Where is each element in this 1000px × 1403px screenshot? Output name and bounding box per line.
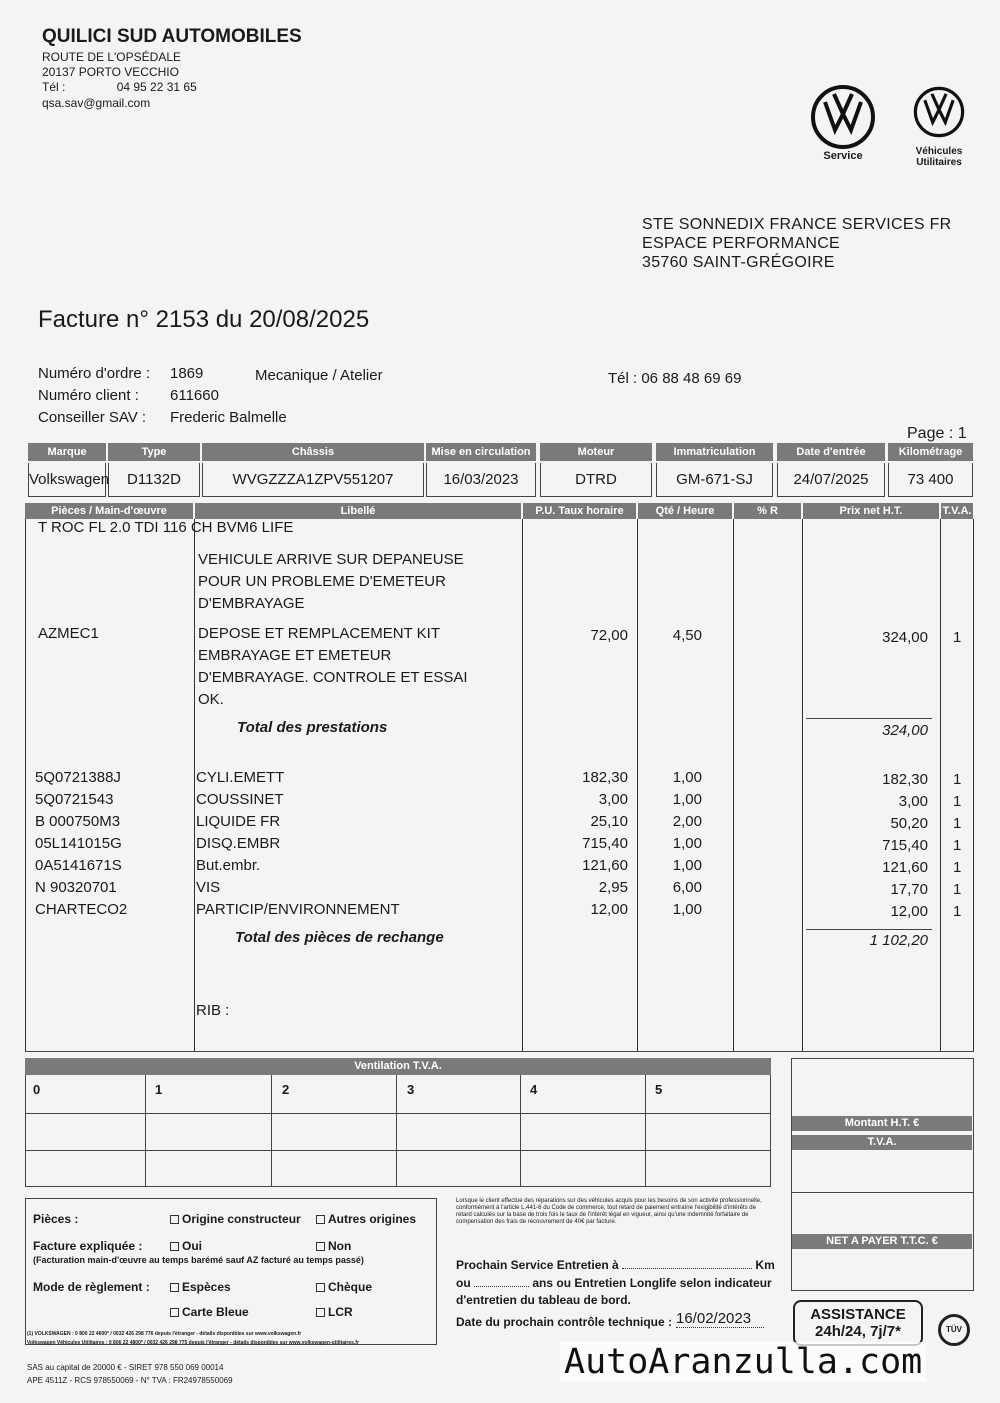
tva-label: T.V.A. xyxy=(792,1135,972,1150)
table-divider xyxy=(802,519,803,1052)
vat-grid-line xyxy=(145,1075,146,1186)
prochain-service-row xyxy=(456,1258,775,1272)
info-border xyxy=(436,1198,437,1344)
part-label: COUSSINET xyxy=(196,791,284,808)
table-divider xyxy=(194,519,195,1052)
entretien-label: d'entretien du tableau de bord. xyxy=(456,1293,631,1307)
vehicle-header-cell: Type xyxy=(108,443,200,461)
late-payment-notice: Lorsque le client effectue des réparations sur des véhicules acquis pour les besoins de son activité professionnelle, conformément à l'article L.441-6 du Code de commerce, tout retard de paiement entraîne l'exigibilité d'intérêts de retard calculés sur la base de trois fois le taux de l'intérêt légal en vigueur, ainsi qu'une indemnité forfaitaire de compensation des frais de recouvrement de 40€ par facture. xyxy=(456,1198,762,1225)
col-header-remise: % R xyxy=(734,503,801,519)
oui-label: Oui xyxy=(182,1239,202,1253)
part-qty: 2,00 xyxy=(672,813,702,830)
table-divider xyxy=(637,519,638,1052)
vehicle-value-cell: GM-671-SJ xyxy=(656,463,773,497)
part-net: 3,00 xyxy=(898,793,928,810)
part-qty: 1,00 xyxy=(672,857,702,874)
invoice-title: Facture n° 2153 du 20/08/2025 xyxy=(38,306,370,333)
footer-legal-1: SAS au capital de 20000 € - SIRET 978 550 069 00014 xyxy=(27,1363,224,1372)
vw-contact-2: Volkswagen Véhicules Utilitaires : 0 806 22 4800* / 0032 426 298 775 depuis l'étranger - détails disponibles sur www.volkswagen-utilitaires.fr xyxy=(27,1340,359,1346)
vehicle-header-cell: Kilométrage xyxy=(888,443,973,461)
summary-border xyxy=(791,1058,974,1059)
table-divider xyxy=(733,519,734,1052)
client-line-1: STE SONNEDIX FRANCE SERVICES FR xyxy=(642,216,952,233)
summary-border xyxy=(973,1058,974,1290)
col-header-pu: P.U. Taux horaire xyxy=(523,503,636,519)
vw-utilitaires-logo xyxy=(906,86,972,168)
vehicle-header-cell: Immatriculation xyxy=(656,443,773,461)
part-label: But.embr. xyxy=(196,857,261,874)
checkbox-icon[interactable] xyxy=(170,1308,179,1317)
part-pu: 182,30 xyxy=(582,769,628,786)
client-no-value: 611660 xyxy=(170,387,219,404)
summary-border xyxy=(791,1290,974,1291)
total-prestations: 324,00 xyxy=(882,722,928,739)
vat-grid-line xyxy=(25,1075,26,1186)
origine-label: Origine constructeur xyxy=(182,1212,301,1226)
part-ref: 5Q0721543 xyxy=(35,791,114,808)
vat-grid-line xyxy=(396,1075,397,1186)
prochain-label: Prochain Service Entretien à xyxy=(456,1258,619,1272)
assistance-sub: 24h/24, 7j/7* xyxy=(815,1323,901,1340)
page-number: Page : 1 xyxy=(907,425,967,442)
part-net: 715,40 xyxy=(882,837,928,854)
vat-grid-line xyxy=(25,1113,771,1114)
vat-header: Ventilation T.V.A. xyxy=(25,1058,771,1075)
conseiller-label: Conseiller SAV : xyxy=(38,409,147,426)
part-qty: 1,00 xyxy=(672,835,702,852)
part-pu: 715,40 xyxy=(582,835,628,852)
part-tva: 1 xyxy=(953,903,962,920)
checkbox-icon[interactable] xyxy=(316,1283,325,1292)
labor-qty: 4,50 xyxy=(672,627,702,644)
service-type: Mecanique / Atelier xyxy=(255,367,383,384)
table-divider xyxy=(940,519,941,1052)
lcr-label: LCR xyxy=(328,1305,353,1319)
vw-contact-1: (1) VOLKSWAGEN : 0 800 22 4600* / 0032 426 298 776 depuis l'étranger - détails disponibles sur www.volkswagen.fr xyxy=(27,1331,302,1337)
part-pu: 25,10 xyxy=(590,813,628,830)
part-pu: 12,00 xyxy=(590,901,628,918)
garage-address-2: 20137 PORTO VECCHIO xyxy=(42,65,179,79)
table-bottom-border xyxy=(25,1051,974,1052)
pieces-label: Pièces : xyxy=(33,1212,79,1226)
garage-address-1: ROUTE DE L'OPSÉDALE xyxy=(42,50,181,64)
controle-date: 16/02/2023 xyxy=(676,1310,764,1328)
part-ref: B 000750M3 xyxy=(35,813,121,830)
part-net: 17,70 xyxy=(890,881,928,898)
part-ref: 0A5141671S xyxy=(35,857,122,874)
carte-label: Carte Bleue xyxy=(182,1305,249,1319)
table-border xyxy=(25,519,26,1052)
vat-col: 2 xyxy=(282,1082,290,1097)
model-line: T ROC FL 2.0 TDI 116 CH BVM6 LIFE xyxy=(38,519,294,536)
vat-grid-line xyxy=(271,1075,272,1186)
cheque-option[interactable] xyxy=(316,1280,372,1294)
part-label: VIS xyxy=(196,879,221,896)
cheque-label: Chèque xyxy=(328,1280,373,1294)
total-prestations-label: Total des prestations xyxy=(237,719,388,736)
non-label: Non xyxy=(328,1239,352,1253)
labor-line: D'EMBRAYAGE. CONTROLE ET ESSAI xyxy=(198,669,468,686)
part-tva: 1 xyxy=(953,771,962,788)
summary-line xyxy=(791,1192,974,1193)
client-address xyxy=(642,215,952,272)
assistance-title: ASSISTANCE xyxy=(810,1306,906,1323)
client-line-3: 35760 SAINT-GRÉGOIRE xyxy=(642,254,835,271)
explication-note: (Facturation main-d'œuvre au temps barémé sauf AZ facturé au temps passé) xyxy=(33,1255,364,1265)
checkbox-icon[interactable] xyxy=(170,1283,179,1292)
client-tel: Tél : 06 88 48 69 69 xyxy=(608,370,742,387)
col-header-tva: T.V.A. xyxy=(942,505,972,517)
rib-label: RIB : xyxy=(196,1002,230,1019)
checkbox-icon[interactable] xyxy=(316,1242,325,1251)
lcr-option[interactable] xyxy=(316,1305,353,1319)
montant-ht-label: Montant H.T. € xyxy=(792,1116,972,1131)
checkbox-icon[interactable] xyxy=(316,1215,325,1224)
desc-line: POUR UN PROBLEME D'EMETEUR xyxy=(198,573,446,590)
garage-tel: 04 95 22 31 65 xyxy=(116,80,197,94)
labor-code: AZMEC1 xyxy=(38,625,99,642)
summary-border xyxy=(791,1058,792,1290)
conseiller-value: Frederic Balmelle xyxy=(170,409,287,426)
vat-grid-line xyxy=(25,1186,771,1187)
part-pu: 2,95 xyxy=(598,879,628,896)
garage-email: qsa.sav@gmail.com xyxy=(42,96,151,110)
reglement-label: Mode de règlement : xyxy=(33,1280,150,1294)
vehicle-header-cell: Châssis xyxy=(202,443,424,461)
part-ref: CHARTECO2 xyxy=(35,901,128,918)
part-tva: 1 xyxy=(953,815,962,832)
desc-line: VEHICULE ARRIVE SUR DEPANEUSE xyxy=(198,551,464,568)
service-label: Service xyxy=(823,150,863,162)
tuv-badge-icon: TÜV xyxy=(938,1314,970,1346)
vat-col: 5 xyxy=(655,1082,663,1097)
ordre-label: Numéro d'ordre : xyxy=(38,365,151,382)
garage-tel-label: Tél : xyxy=(42,80,66,94)
checkbox-icon[interactable] xyxy=(316,1308,325,1317)
labor-pu: 72,00 xyxy=(590,627,628,644)
garage-name: QUILICI SUD AUTOMOBILES xyxy=(42,26,302,47)
assistance-badge xyxy=(793,1300,923,1346)
col-header-libelle: Libellé xyxy=(195,503,521,519)
labor-line: DEPOSE ET REMPLACEMENT KIT xyxy=(198,625,440,642)
checkbox-icon[interactable] xyxy=(170,1242,179,1251)
part-ref: 05L141015G xyxy=(35,835,122,852)
labor-tva: 1 xyxy=(953,629,962,646)
non-option[interactable] xyxy=(316,1239,351,1253)
subtotal-rule xyxy=(806,718,932,719)
footer-legal-2: APE 4511Z - RCS 978550069 - N° TVA : FR24978550069 xyxy=(27,1376,233,1385)
vehicle-value-cell: 16/03/2023 xyxy=(426,463,536,497)
info-border xyxy=(25,1198,26,1344)
labor-net: 324,00 xyxy=(882,629,928,646)
vehicle-header-cell: Moteur xyxy=(540,443,652,461)
vehicle-value-cell: DTRD xyxy=(540,463,652,497)
labor-line: EMBRAYAGE ET EMETEUR xyxy=(198,647,392,664)
part-label: CYLI.EMETT xyxy=(196,769,285,786)
total-pieces-label: Total des pièces de rechange xyxy=(235,929,444,946)
part-qty: 1,00 xyxy=(672,791,702,808)
checkbox-icon[interactable] xyxy=(170,1215,179,1224)
vat-col: 1 xyxy=(155,1082,163,1097)
part-qty: 1,00 xyxy=(672,901,702,918)
part-tva: 1 xyxy=(953,881,962,898)
part-tva: 1 xyxy=(953,793,962,810)
part-qty: 1,00 xyxy=(672,769,702,786)
part-tva: 1 xyxy=(953,837,962,854)
vehicle-header-cell: Date d'entrée xyxy=(777,443,885,461)
part-net: 121,60 xyxy=(882,859,928,876)
desc-line: D'EMBRAYAGE xyxy=(198,595,305,612)
vat-col: 0 xyxy=(33,1082,41,1097)
vehicle-value-cell: Volkswagen xyxy=(28,463,106,497)
col-header-ref: Pièces / Main-d'œuvre xyxy=(25,503,193,519)
client-line-2: ESPACE PERFORMANCE xyxy=(642,235,841,252)
vat-grid-line xyxy=(645,1075,646,1186)
part-label: DISQ.EMBR xyxy=(196,835,281,852)
vehicle-value-cell: D1132D xyxy=(108,463,200,497)
especes-label: Espèces xyxy=(182,1280,231,1294)
table-divider xyxy=(522,519,523,1052)
total-pieces: 1 102,20 xyxy=(869,932,928,949)
vehicle-header-cell: Marque xyxy=(28,443,106,461)
ou-label: ou xyxy=(456,1276,471,1290)
table-border xyxy=(973,519,974,1052)
garage-tel-row xyxy=(42,80,197,94)
info-border xyxy=(25,1198,437,1199)
vehicle-header-cell: Mise en circulation xyxy=(426,443,536,461)
carte-option[interactable] xyxy=(170,1305,249,1319)
part-pu: 3,00 xyxy=(598,791,628,808)
vw-logo-icon xyxy=(810,84,876,150)
origine-option[interactable] xyxy=(170,1212,301,1226)
ans-label: ans ou Entretien Longlife selon indicateur xyxy=(532,1276,772,1290)
ordre-value: 1869 xyxy=(170,365,204,382)
km-label: Km xyxy=(755,1258,775,1272)
net-a-payer-label: NET A PAYER T.T.C. € xyxy=(792,1234,972,1249)
km-blank xyxy=(622,1268,752,1269)
vat-col: 3 xyxy=(407,1082,415,1097)
vw-logo-icon xyxy=(913,86,965,138)
watermark: AutoAranzulla.com xyxy=(560,1342,926,1382)
part-ref: 5Q0721388J xyxy=(35,769,121,786)
vehicle-value-cell: WVGZZZA1ZPV551207 xyxy=(202,463,424,497)
part-pu: 121,60 xyxy=(582,857,628,874)
part-net: 182,30 xyxy=(882,771,928,788)
labor-line: OK. xyxy=(198,691,224,708)
utilitaires-label: Véhicules Utilitaires xyxy=(915,146,963,168)
especes-option[interactable] xyxy=(170,1280,231,1294)
vat-grid-line xyxy=(770,1075,771,1186)
controle-label: Date du prochain contrôle technique : xyxy=(456,1315,673,1329)
vat-col: 4 xyxy=(530,1082,538,1097)
vehicle-value-cell: 73 400 xyxy=(888,463,973,497)
vat-grid-line xyxy=(25,1150,771,1151)
part-label: PARTICIP/ENVIRONNEMENT xyxy=(196,901,400,918)
part-qty: 6,00 xyxy=(672,879,702,896)
vw-service-logo xyxy=(805,84,881,162)
oui-option[interactable] xyxy=(170,1239,202,1253)
expliquee-label: Facture expliquée : xyxy=(33,1239,143,1253)
client-no-label: Numéro client : xyxy=(38,387,139,404)
part-net: 50,20 xyxy=(890,815,928,832)
ans-row xyxy=(456,1276,772,1290)
part-label: LIQUIDE FR xyxy=(196,813,281,830)
part-tva: 1 xyxy=(953,859,962,876)
autres-label: Autres origines xyxy=(328,1212,417,1226)
ans-blank xyxy=(474,1286,529,1287)
part-net: 12,00 xyxy=(890,903,928,920)
col-header-qty: Qté / Heure xyxy=(638,503,732,519)
part-ref: N 90320701 xyxy=(35,879,117,896)
col-header-net: Prix net H.T. xyxy=(803,503,939,519)
vehicle-value-cell: 24/07/2025 xyxy=(777,463,885,497)
autres-option[interactable] xyxy=(316,1212,416,1226)
vat-grid-line xyxy=(520,1075,521,1186)
